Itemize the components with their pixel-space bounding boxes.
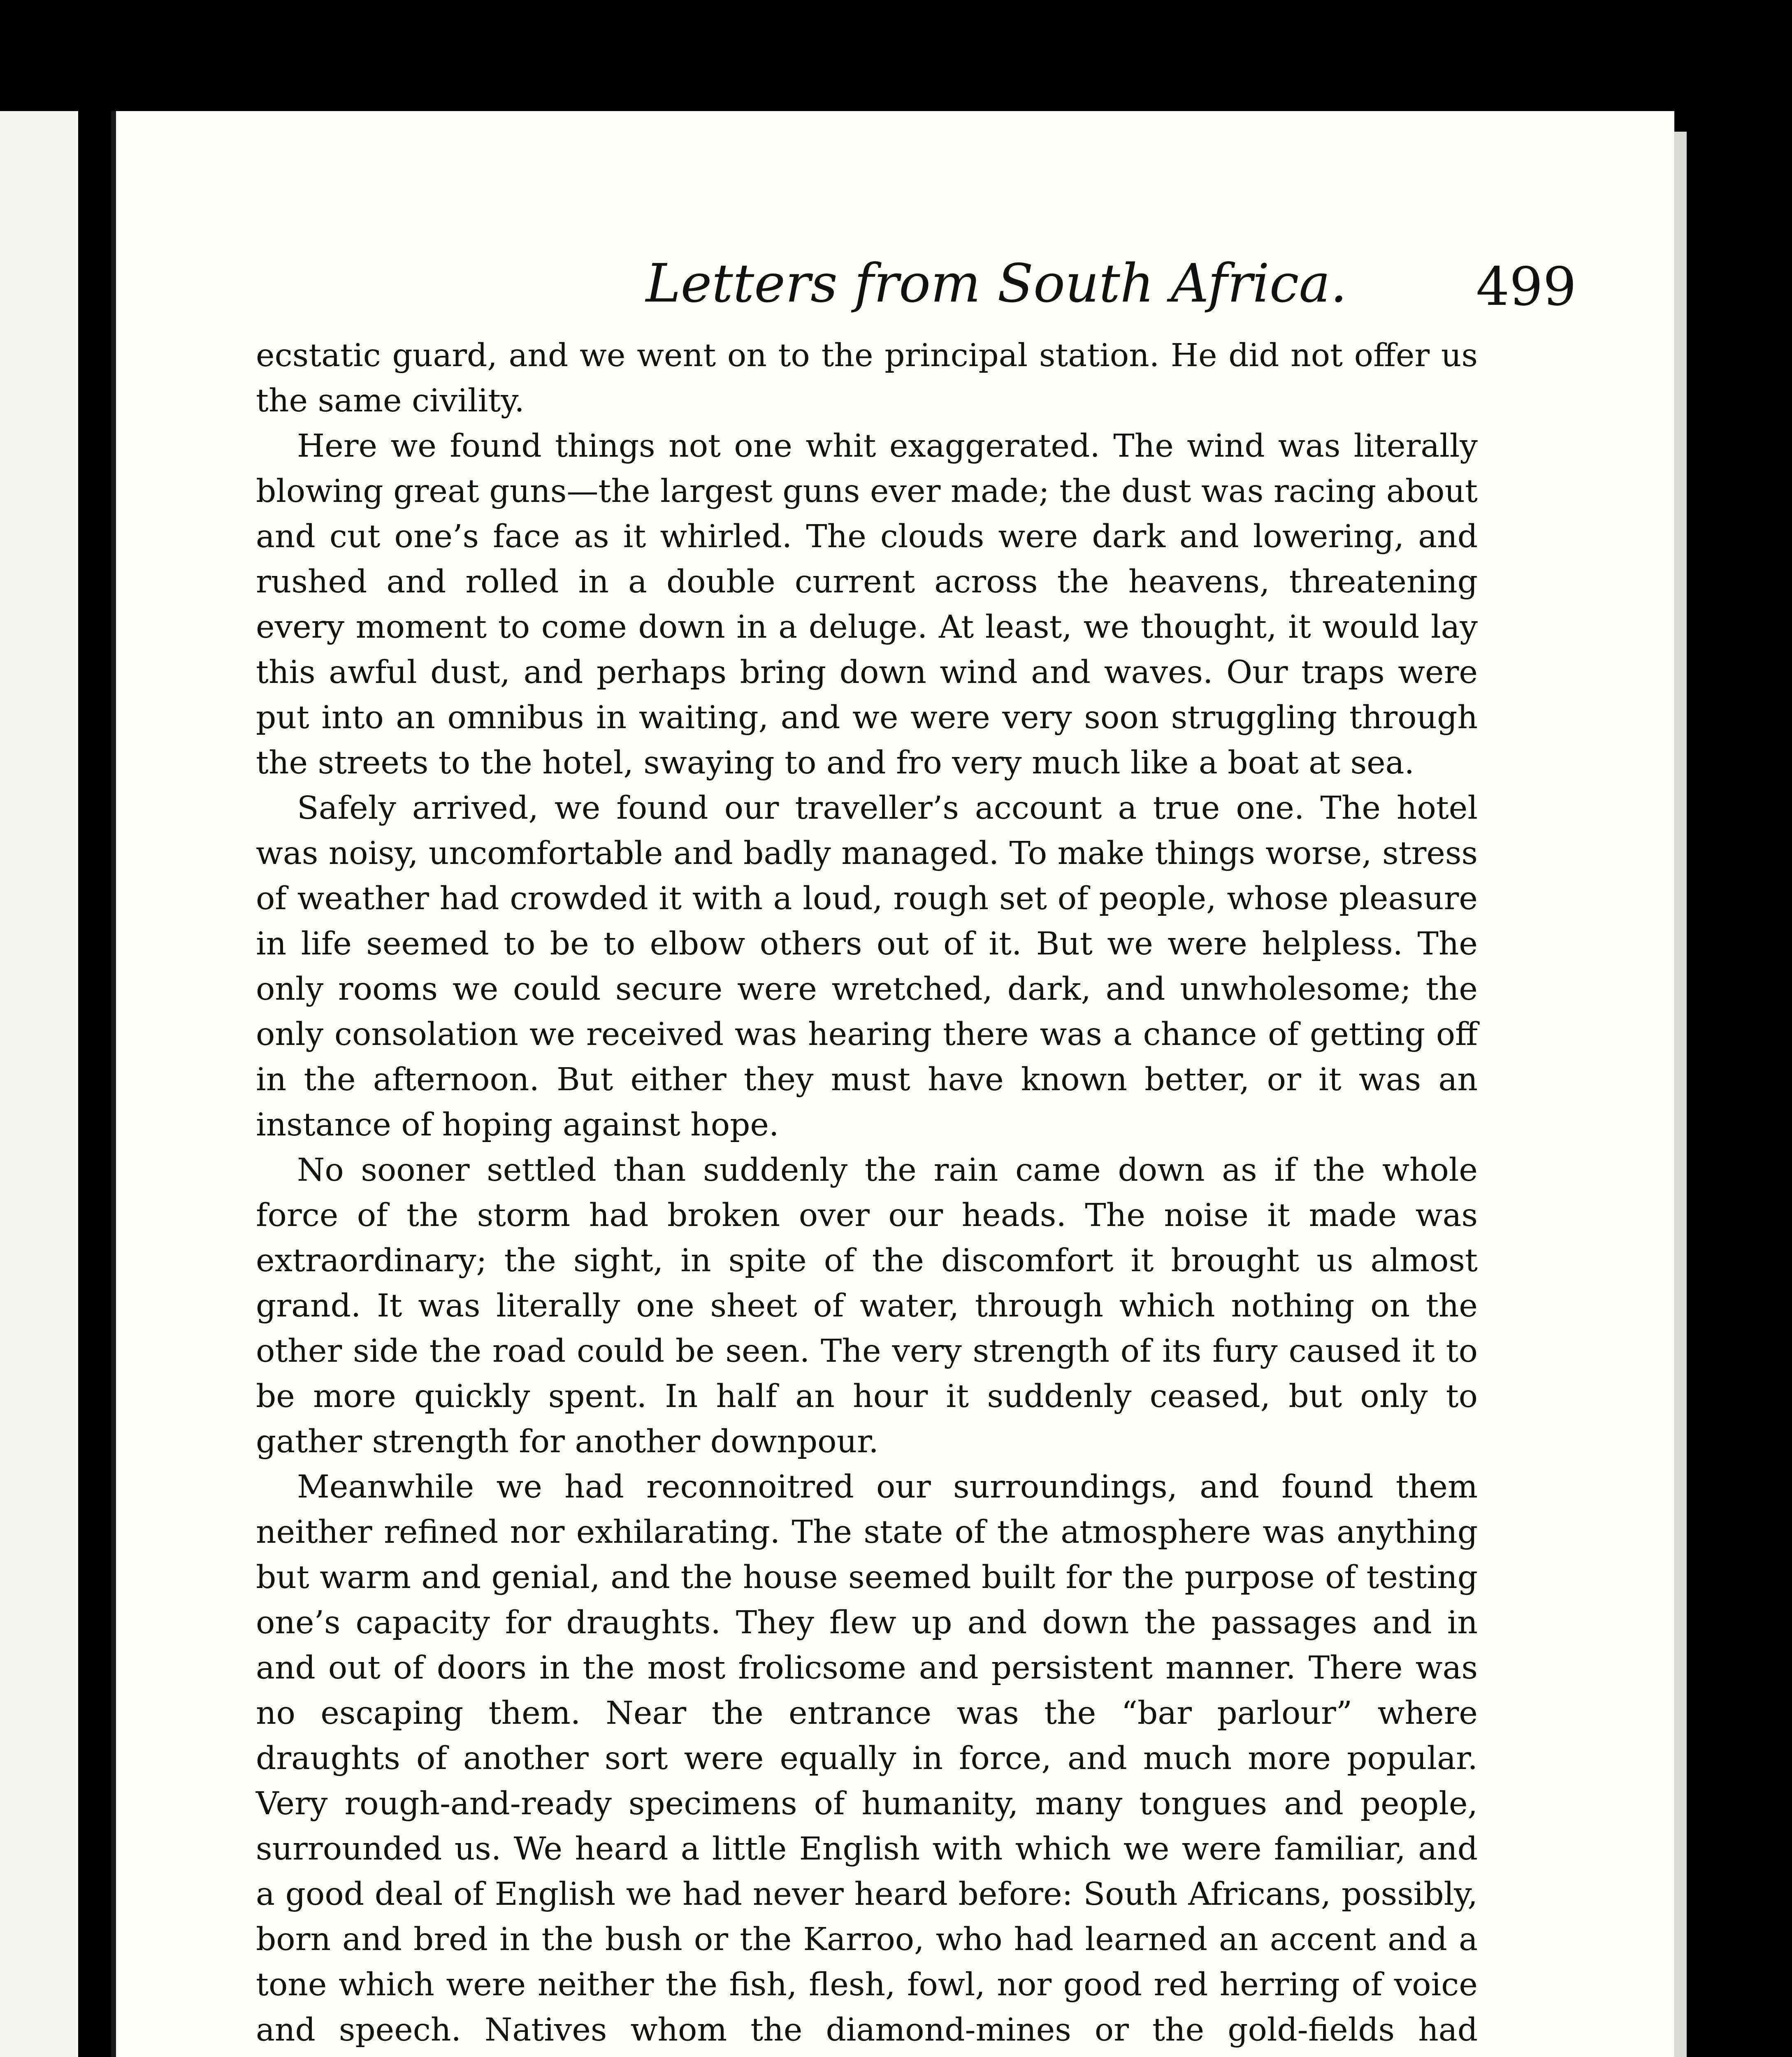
paragraph-2: Here we found things not one whit exaggerated. The wind was literally blowing great guns—the largest guns ever made; the dust was racing about and cut one’s face as it whirled. The clouds were dark and lowering, and rushed and rolled in a double current across the heavens, threatening every moment to come down in a deluge. At least, we thought, it would lay this awful dust, and perhaps bring down wind and waves. Our traps were put into an omnibus in waiting, and we were very soon struggling through the streets to the hotel, swaying to and fro very much like a boat at sea. (256, 428, 1478, 781)
facing-page-edge (0, 111, 78, 2057)
page-header (116, 247, 1674, 321)
book-page (111, 111, 1674, 2057)
page-number: 499 (1476, 256, 1576, 318)
paragraph-4: No sooner settled than suddenly the rain came down as if the whole force of the storm had broken over our heads. The noise it made was extraordinary; the sight, in spite of the discomfort it brought us almost grand. It was literally one sheet of water, through which nothing on the other side the road could be seen. The very strength of its fury caused it to be more quickly spent. In half an hour it suddenly ceased, but only to gather strength for another downpour. (256, 1152, 1478, 1460)
page-edge-shadow (1674, 132, 1687, 2057)
paragraph-5: Meanwhile we had reconnoitred our surroundings, and found them neither refined nor exhilarating. The state of the atmosphere was anything but warm and genial, and the house seemed built for the purpose of testing one’s capacity for draughts. They flew up and down the passages and in and out of doors in the most frolicsome and persistent manner. There was no escaping them. Near the entrance was the “bar parlour” where draughts of another sort were equally in force, and much more popular. Very rough-and-ready specimens of humanity, many tongues and people, surrounded us. We heard a little English with which we were familiar, and a good deal of English we had never heard before: South Africans, possibly, born and bred in the bush or the Karroo, who had learned an accent and a tone which were neither the fish, flesh, fowl, nor good red herring of voice and speech. Natives whom the diamond-mines or the gold-fields had (256, 1469, 1478, 2048)
body-text (256, 333, 1478, 2057)
paragraph-3: Safely arrived, we found our traveller’s account a true one. The hotel was noisy, uncomfortable and badly managed. To make things worse, stress of weather had crowded it with a loud, rough set of people, whose pleasure in life seemed to be to elbow others out of it. But we were helpless. The only rooms we could secure were wretched, dark, and unwholesome; the only consolation we received was hearing there was a chance of getting off in the afternoon. But either they must have known better, or it was an instance of hoping against hope. (256, 790, 1478, 1143)
running-title: Letters from South Africa. (645, 253, 1347, 314)
paragraph-1: ecstatic guard, and we went on to the principal station. He did not offer us the same civility. (256, 337, 1478, 419)
